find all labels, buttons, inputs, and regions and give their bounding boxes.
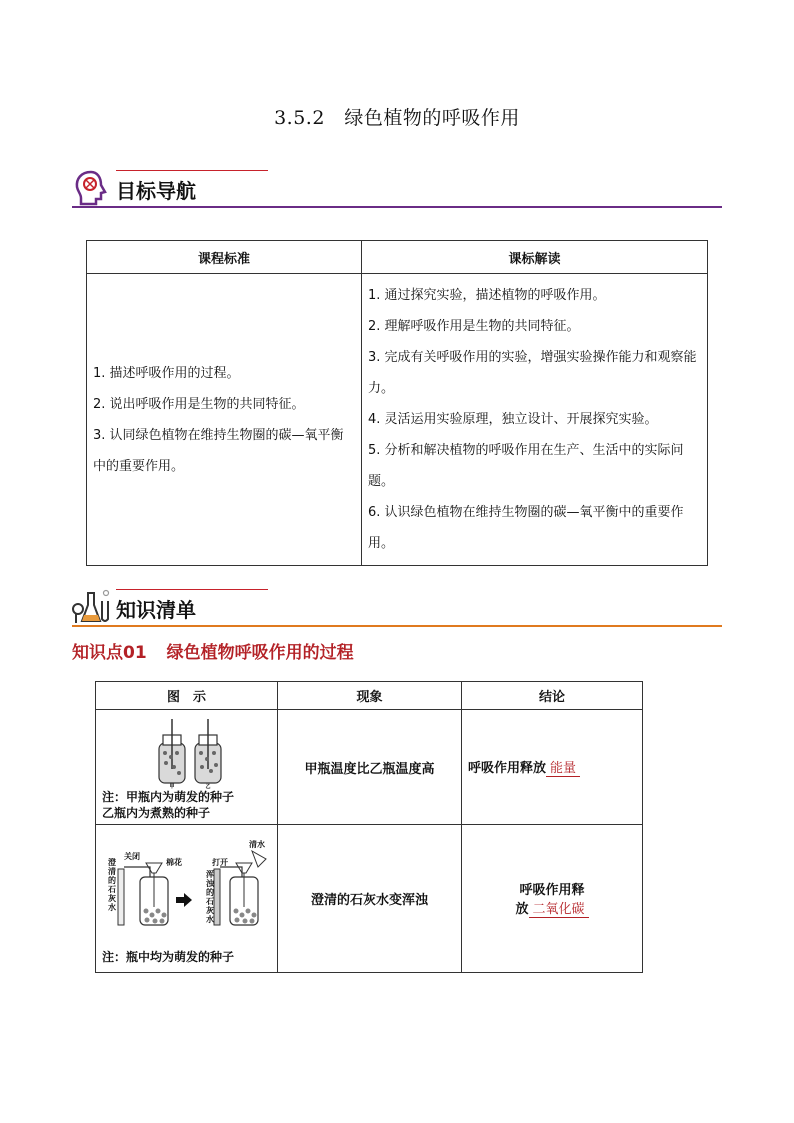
figure-cell-thermos [96, 710, 278, 825]
bottle-label-yi: 乙 [204, 784, 211, 789]
phenomenon-cell: 澄清的石灰水变浑浊 [278, 825, 462, 973]
flask-icon [72, 587, 112, 625]
phenomenon-cell: 甲瓶温度比乙瓶温度高 [278, 710, 462, 825]
header-conclusion: 结论 [462, 682, 643, 710]
label-water: 清水 [248, 839, 265, 849]
figure-note-line1: 注：甲瓶内为萌发的种子 [102, 790, 235, 804]
bottle-label-jia: 甲 [168, 784, 175, 789]
label-close: 关闭 [123, 851, 140, 861]
arrow-right-icon [176, 893, 192, 907]
standard-item: 1. 描述呼吸作用的过程。 [93, 365, 240, 381]
table-row [96, 710, 643, 825]
label-cotton: 棉花 [165, 857, 182, 867]
table-header-row [96, 682, 643, 710]
conclusion-text: 呼吸作用释放 [468, 761, 547, 776]
figure-note: 注：瓶中均为萌发的种子 [102, 949, 235, 964]
header-accent-line [116, 589, 268, 590]
header-figure: 图 示 [96, 682, 278, 710]
knowledge-point-number: 知识点01 [72, 643, 147, 663]
interpretation-item: 6. 认识绿色植物在维持生物圈的碳—氧平衡中的重要作用。 [368, 505, 684, 551]
head-brain-icon [72, 168, 110, 206]
table-row [96, 825, 643, 973]
figure-cell-limewater [96, 825, 278, 973]
knowledge-point-title [72, 638, 374, 663]
interpretation-list [362, 274, 708, 566]
label-open: 打开 [211, 857, 228, 867]
interpretation-item: 2. 理解呼吸作用是生物的共同特征。 [368, 319, 580, 334]
limewater-experiment-illustration [102, 837, 272, 955]
table-header-row [87, 241, 708, 274]
conclusion-line1: 呼吸作用释 [519, 883, 585, 898]
standards-list [87, 274, 362, 566]
conclusion-cell [462, 710, 643, 825]
page-title: 3.5.2 绿色植物的呼吸作用 [274, 107, 520, 129]
header-phenomenon: 现象 [278, 682, 462, 710]
standard-item: 3. 认同绿色植物在维持生物圈的碳—氧平衡中的重要作用。 [93, 427, 344, 474]
interpretation-item: 3. 完成有关呼吸作用的实验，增强实验操作能力和观察能力。 [368, 350, 697, 396]
conclusion-answer: 二氧化碳 [529, 898, 589, 918]
header-accent-line [116, 170, 268, 171]
label-clear-limewater: 澄清的石灰水 [107, 857, 116, 912]
section-title-goal: 目标导航 [116, 179, 196, 203]
conclusion-cell [462, 825, 643, 973]
standard-item: 2. 说出呼吸作用是生物的共同特征。 [93, 396, 305, 412]
interpretation-item: 5. 分析和解决植物的呼吸作用在生产、生活中的实际问题。 [368, 443, 684, 489]
knowledge-point-name: 绿色植物呼吸作用的过程 [166, 643, 354, 663]
interpretation-item: 1. 通过探究实验，描述植物的呼吸作用。 [368, 288, 606, 303]
label-turbid-limewater: 浑浊的石灰水 [205, 869, 214, 924]
header-standard: 课程标准 [87, 241, 362, 274]
section-rule [72, 206, 722, 208]
conclusion-text: 放 [515, 902, 529, 917]
section-rule [72, 625, 722, 627]
knowledge-table [95, 681, 643, 973]
interpretation-item: 4. 灵活运用实验原理，独立设计、开展探究实验。 [368, 412, 658, 427]
conclusion-answer: 能量 [546, 757, 580, 777]
section-title-knowledge: 知识清单 [116, 598, 196, 622]
figure-note-line2: 乙瓶内为煮熟的种子 [102, 806, 211, 820]
thermos-bottles-illustration [137, 717, 237, 789]
standards-table [86, 240, 708, 566]
table-row [87, 274, 708, 566]
section-header-goal [72, 168, 722, 208]
header-interpretation: 课标解读 [362, 241, 708, 274]
section-header-knowledge [72, 587, 722, 627]
